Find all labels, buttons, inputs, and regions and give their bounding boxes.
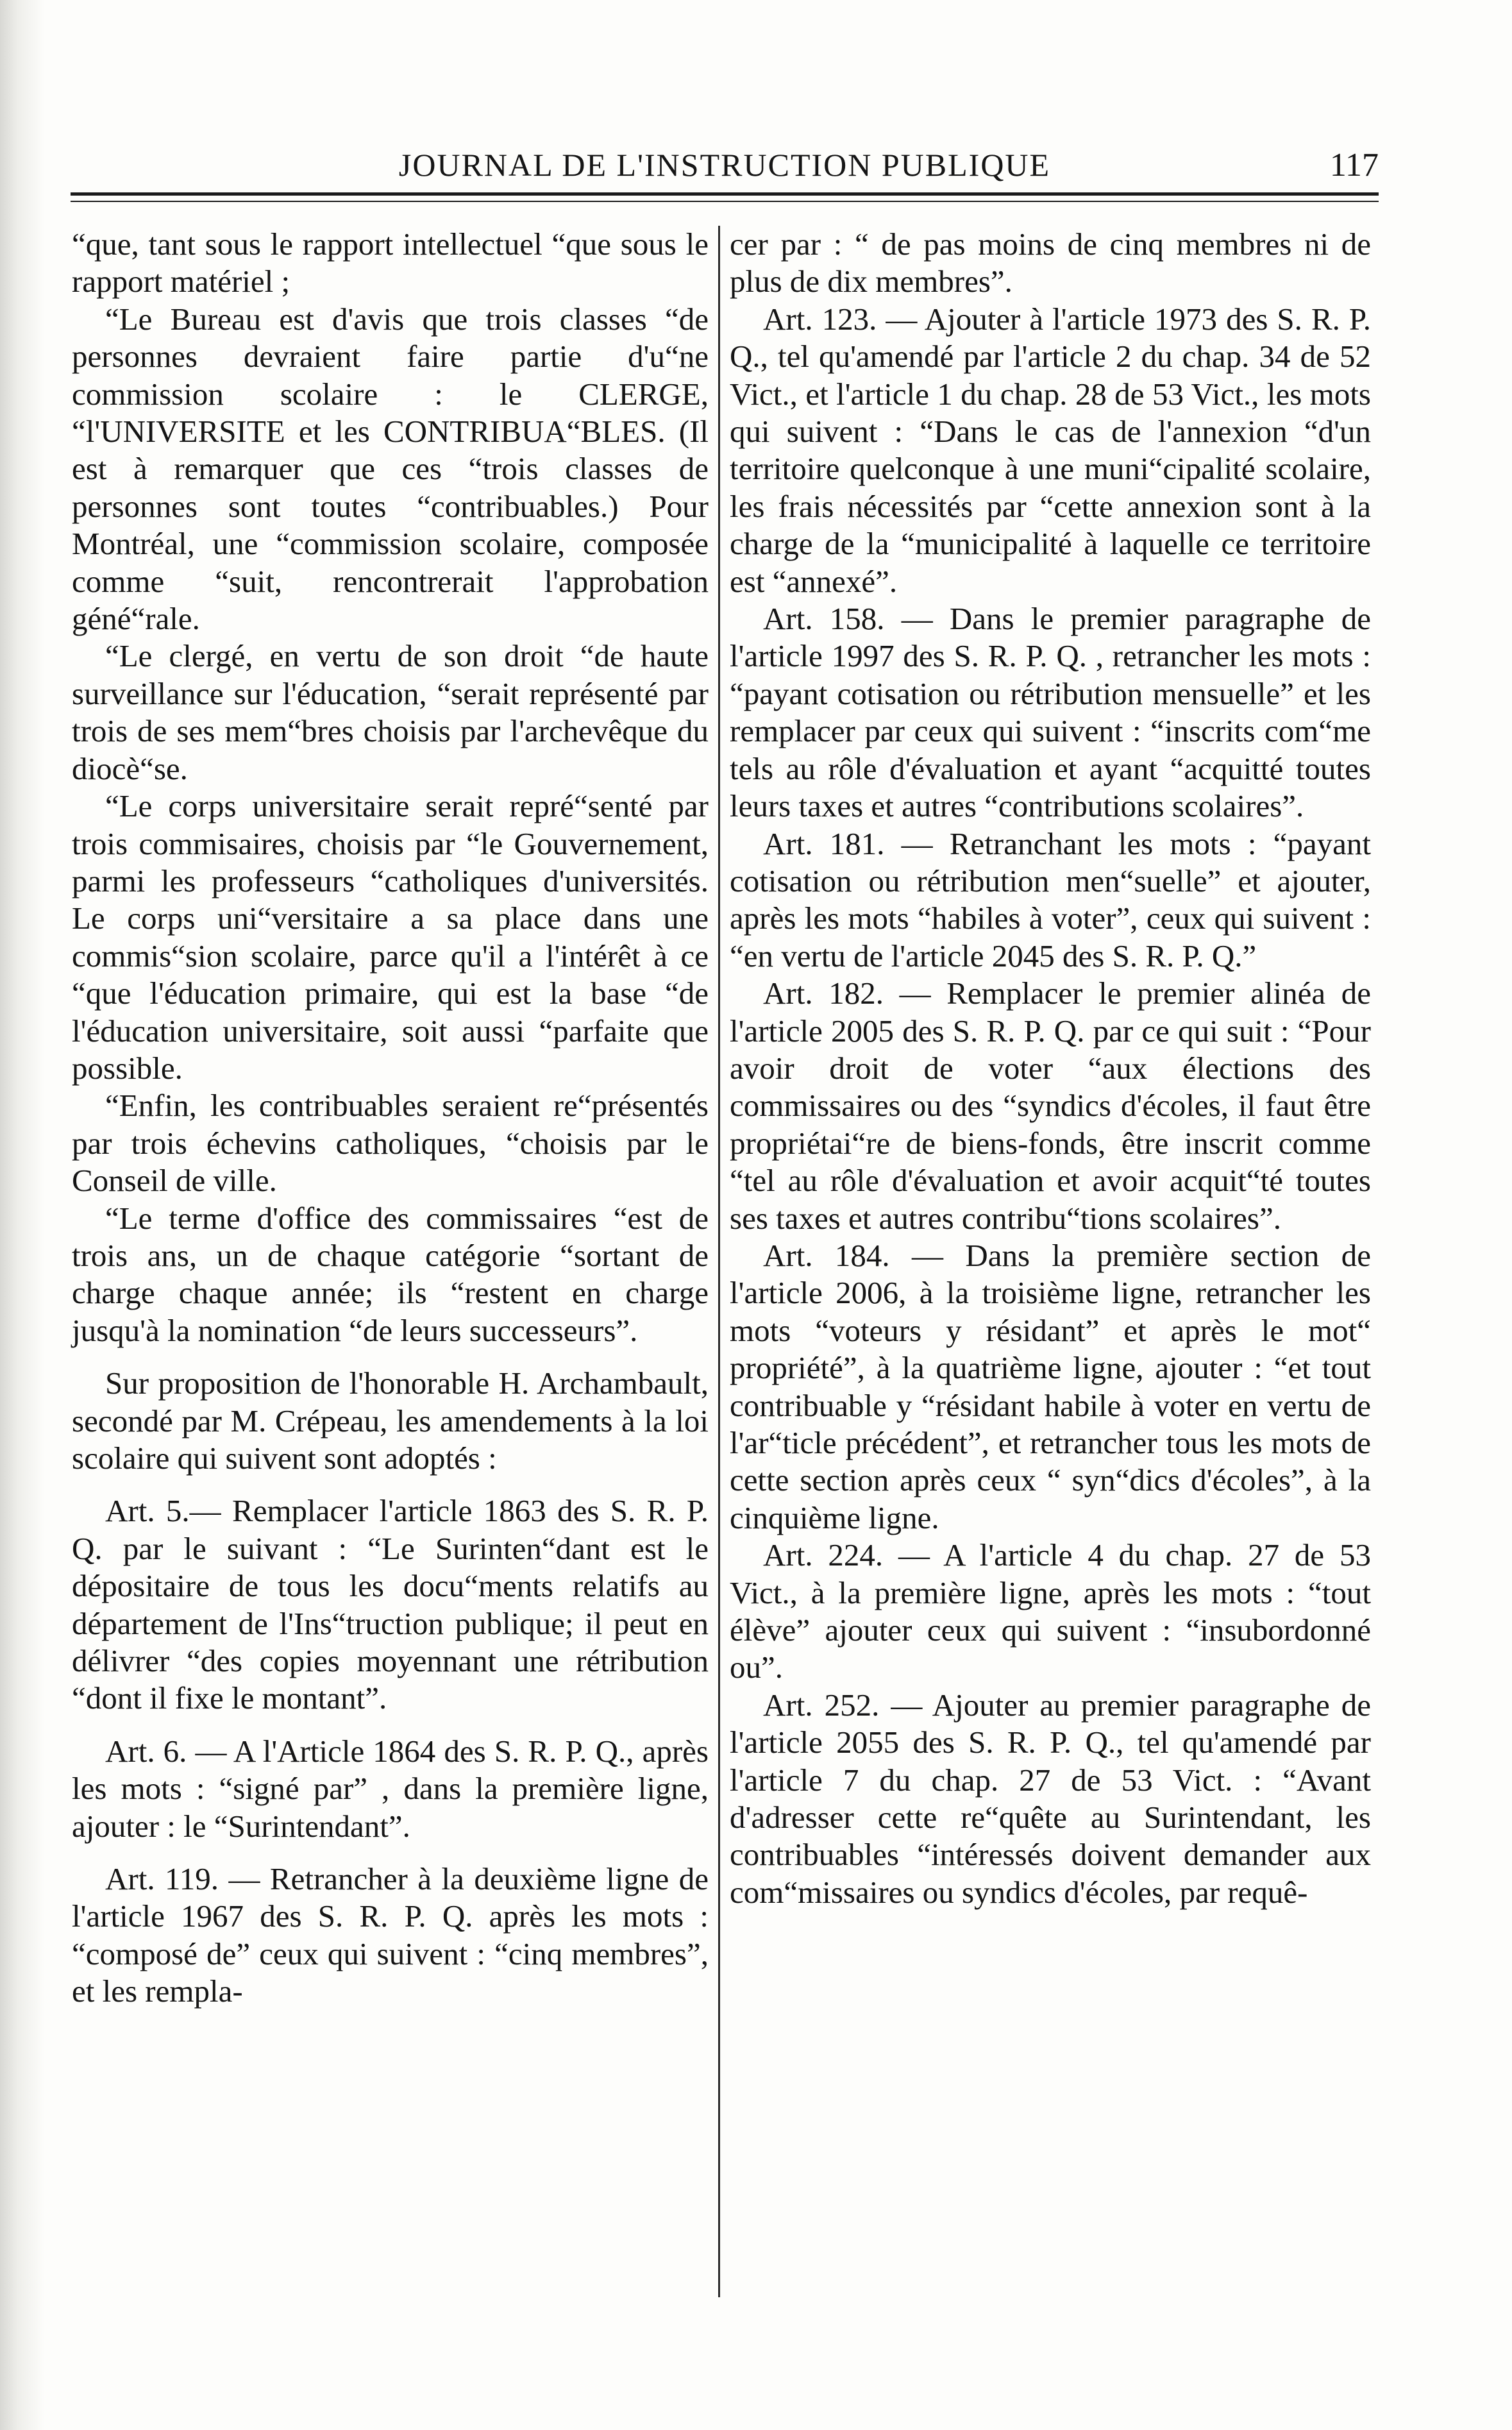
paragraph: “Le corps universitaire serait repré“senté par trois commisaires, choisis par “le Gouvernement, parmi les professeurs “catholiques d'universités. Le corps uni“versitaire a sa place dans une commis“sion scolaire, parce qu'il a l'intérêt à ce “que l'éducation primaire, qui est la base “de l'éducation universitaire, soit aussi “parfaite que possible.	[72, 788, 709, 1086]
article-paragraph: Art. 181. — Retranchant les mots : “payant cotisation ou rétribution men“suelle” et ajouter, après les mots “habiles à voter”, ceux qui suivent : “en vertu de l'article 2045 des S. R. P. Q.”	[730, 825, 1371, 974]
article-paragraph: Art. 252. — Ajouter au premier paragraphe de l'article 2055 des S. R. P. Q., tel qu'amendé par l'article 7 du chap. 27 de 53 Vict. : “Avant d'adresser cette re“quête au Surintendant, les contribuables “intéressés doivent demander aux com“missaires ou syndics d'écoles, par requê-	[730, 1687, 1371, 1910]
paragraph: “Le clergé, en vertu de son droit “de haute surveillance sur l'éducation, “serait représenté par trois de ses mem“bres choisis par l'archevêque du diocè“se.	[72, 638, 709, 786]
left-column	[72, 226, 709, 2011]
paragraph: “Le Bureau est d'avis que trois classes “de personnes devraient faire partie d'u“ne commission scolaire : le CLERGE, “l'UNIVERSITE et les CONTRIBUA“BLES. (Il est à remarquer que ces “trois classes de personnes sont toutes “contribuables.) Pour Montréal, une “commission scolaire, composée comme “suit, rencontrerait l'approbation géné“rale.	[72, 301, 709, 637]
paragraph: “Enfin, les contribuables seraient re“présentés par trois échevins catholiques, “choisis par le Conseil de ville.	[72, 1088, 709, 1199]
article-paragraph: Art. 119. — Retrancher à la deuxième ligne de l'article 1967 des S. R. P. Q. après les mots : “composé de” ceux qui suivent : “cinq membres”, et les rempla-	[72, 1861, 709, 2009]
page-edge-shadow	[0, 0, 45, 2430]
article-paragraph: Art. 182. — Remplacer le premier alinéa de l'article 2005 des S. R. P. Q. par ce qui suit : “Pour avoir droit de voter “aux élections des commissaires ou des “syndics d'écoles, il faut être propriétai“re de biens-fonds, être inscrit comme “tel au rôle d'évaluation et avoir acquit“té toutes ses taxes et autres contribu“tions scolaires”.	[730, 975, 1371, 1236]
header-rule-thick	[71, 192, 1379, 196]
paragraph: cer par : “ de pas moins de cinq membres ni de plus de dix membres”.	[730, 226, 1371, 300]
right-column	[730, 226, 1371, 1911]
page-number: 117	[1329, 147, 1379, 183]
article-paragraph: Art. 6. — A l'Article 1864 des S. R. P. Q., après les mots : “signé par” , dans la première ligne, ajouter : le “Surintendant”.	[72, 1733, 709, 1844]
running-head	[71, 146, 1379, 191]
paragraph: “que, tant sous le rapport intellectuel “que sous le rapport matériel ;	[72, 226, 709, 300]
article-paragraph: Art. 5.— Remplacer l'article 1863 des S. R. P. Q. par le suivant : “Le Surinten“dant est le dépositaire de tous les docu“ments relatifs au département de l'Ins“truction publique; il peut en délivrer “des copies moyennant une rétribution “dont il fixe le montant”.	[72, 1493, 709, 1716]
paragraph: Sur proposition de l'honorable H. Archambault, secondé par M. Crépeau, les amendements à la loi scolaire qui suivent sont adoptés :	[72, 1365, 709, 1476]
paragraph: “Le terme d'office des commissaires “est de trois ans, un de chaque catégorie “sortant de charge chaque année; ils “restent en charge jusqu'à la nomination “de leurs successeurs”.	[72, 1200, 709, 1348]
article-paragraph: Art. 224. — A l'article 4 du chap. 27 de 53 Vict., à la première ligne, après les mots : “tout élève” ajouter ceux qui suivent : “insubordonné ou”.	[730, 1537, 1371, 1685]
header-rule-thin	[71, 201, 1379, 202]
article-paragraph: Art. 184. — Dans la première section de l'article 2006, à la troisième ligne, retrancher les mots “voteurs y résidant” et après le mot“ propriété”, à la quatrième ligne, ajouter : “et tout contribuable y “résidant habile à voter en vertu de l'ar“ticle précédent”, et retrancher tous les mots de cette section après ceux “ syn“dics d'écoles”, à la cinquième ligne.	[730, 1237, 1371, 1535]
article-paragraph: Art. 123. — Ajouter à l'article 1973 des S. R. P. Q., tel qu'amendé par l'article 2 du chap. 34 de 52 Vict., et l'article 1 du chap. 28 de 53 Vict., les mots qui suivent : “Dans le cas de l'annexion “d'un territoire quelconque à une muni“cipalité scolaire, les frais nécessités par “cette annexion sont à la charge de la “municipalité à laquelle ce territoire est “annexé”.	[730, 301, 1371, 599]
journal-title: JOURNAL DE L'INSTRUCTION PUBLIQUE	[398, 147, 1051, 183]
article-paragraph: Art. 158. — Dans le premier paragraphe de l'article 1997 des S. R. P. Q. , retrancher les mots : “payant cotisation ou rétribution mensuelle” et les remplacer par ceux qui suivent : “inscrits com“me tels au rôle d'évaluation et ayant “acquitté toutes leurs taxes et autres “contributions scolaires”.	[730, 601, 1371, 824]
column-divider	[718, 226, 720, 2297]
